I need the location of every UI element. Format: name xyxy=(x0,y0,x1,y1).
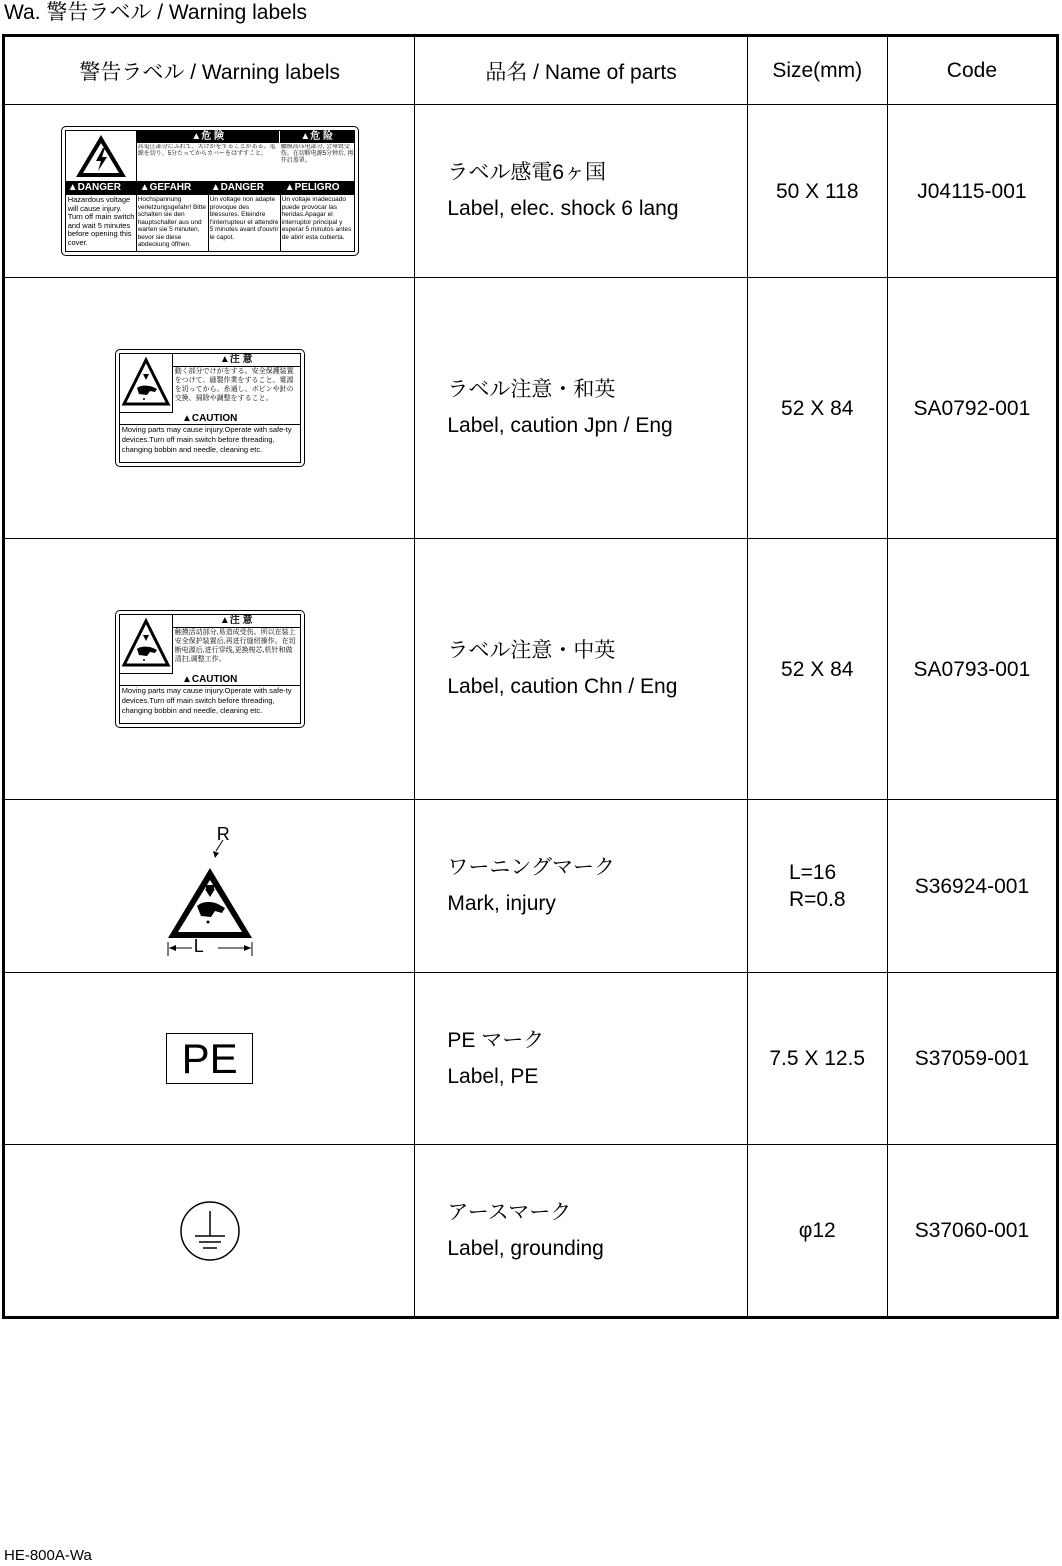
peligro-heading: ▲PELIGRO xyxy=(284,182,340,193)
page-title: Wa. 警告ラベル / Warning labels xyxy=(4,1,308,24)
caution-jp-heading: ▲注 意 xyxy=(173,354,300,367)
label-image-cell xyxy=(4,973,415,1145)
code-cell xyxy=(887,539,1057,800)
part-name-en: Label, elec. shock 6 lang xyxy=(447,197,679,220)
part-name-en: Label, PE xyxy=(447,1064,539,1088)
label-jp-heading: ▲危 険 xyxy=(137,131,279,143)
warning-labels-table xyxy=(2,34,1059,1319)
header-name-of-parts: 品名 / Name of parts xyxy=(415,36,747,105)
part-name-cell xyxy=(415,973,747,1145)
grounding-icon xyxy=(178,1199,242,1263)
table-row xyxy=(4,973,1058,1145)
code-cell xyxy=(887,800,1057,973)
part-name-cell xyxy=(415,1145,747,1318)
size-value: 50 X 118 xyxy=(775,179,859,203)
caution-en-heading: ▲CAUTION xyxy=(120,674,300,686)
label-cn-text: 触摸高压电部分, 会导致受伤。在切断电源5分钟后, 再开启盖罩。 xyxy=(280,144,354,164)
header-size: Size(mm) xyxy=(747,36,887,105)
code-cell xyxy=(887,278,1057,539)
caution-en-text: Moving parts may cause injury.Operate with safe-ty devices.Turn off main switch before threading, changing bobbin and needle, cleaning etc. xyxy=(121,686,292,715)
size-cell xyxy=(747,539,887,800)
caution-jp-text: 動く部分でけがをする。安全保護装置をつけて、縫製作業をすること。電源を切ってから、糸通し、ボビンや針の交換、掃除や調整をすること。 xyxy=(174,368,294,402)
table-row xyxy=(4,278,1058,539)
label-de-text: Hochspannung verletzungsgefahr! Bitte schalten sie den hauptschalter aus und warten sie 5 minuten, bevor sie diese abdeckung öffnen. xyxy=(137,196,206,248)
size-value: 52 X 84 xyxy=(781,396,854,420)
code-cell xyxy=(887,1145,1057,1318)
table-row xyxy=(4,1145,1058,1318)
gefahr-heading: ▲GEFAHR xyxy=(139,182,192,193)
danger-heading-en: ▲DANGER xyxy=(67,182,121,193)
table-row xyxy=(4,539,1058,800)
caution-en-heading: ▲CAUTION xyxy=(120,413,300,425)
code-value: S37060-001 xyxy=(914,1219,1030,1242)
length-label: L xyxy=(193,936,204,956)
code-cell xyxy=(887,105,1057,278)
part-name-cell xyxy=(415,105,747,278)
code-value: SA0792-001 xyxy=(913,396,1031,420)
part-name-en: Label, grounding xyxy=(447,1236,604,1260)
size-value: φ12 xyxy=(798,1219,836,1242)
label-cn-heading: ▲危 险 xyxy=(280,131,354,143)
size-cell xyxy=(747,973,887,1145)
label-image-cell xyxy=(4,1145,415,1318)
size-value-l: L=16 xyxy=(788,861,837,884)
code-value: SA0793-001 xyxy=(913,657,1031,681)
part-name-en: Mark, injury xyxy=(447,892,556,915)
caution-cn-heading: ▲注 意 xyxy=(173,615,300,628)
part-name-jp: ラベル感電6ヶ国 xyxy=(447,161,607,184)
caution-en-text: Moving parts may cause injury.Operate with safe-ty devices.Turn off main switch before threading, changing bobbin and needle, cleaning etc. xyxy=(121,425,292,454)
size-value: 7.5 X 12.5 xyxy=(769,1047,866,1070)
caution-label-jpn-eng xyxy=(115,349,305,467)
elec-shock-label xyxy=(61,126,359,256)
injury-mark xyxy=(160,816,260,956)
part-name-en: Label, caution Chn / Eng xyxy=(447,675,678,698)
table-row xyxy=(4,800,1058,973)
code-value: S36924-001 xyxy=(914,874,1030,898)
label-en-text: Hazardous voltage will cause injury. Turn off main switch and wait 5 minutes before opening this cover. xyxy=(67,196,135,247)
caution-cn-text: 触摸活动部分,易造成受伤。所以在装上安全保护装置后,再进行缝纫操作。在切断电源后,进行穿线,更换梭芯,机针和做清扫,调整工作。 xyxy=(174,629,296,663)
label-image-cell xyxy=(4,539,415,800)
part-name-jp: ラベル注意・和英 xyxy=(447,378,616,401)
part-name-cell xyxy=(415,539,747,800)
label-jp-text: 高電圧部分にふれて、大けがをすることがある。電源を切り、5分たってからカバーをはずすこと。 xyxy=(137,144,276,157)
header-warning-labels: 警告ラベル / Warning labels xyxy=(4,36,415,105)
code-cell xyxy=(887,973,1057,1145)
table-row xyxy=(4,105,1058,278)
page-footer: HE-800A-Wa xyxy=(4,1547,92,1564)
label-image-cell xyxy=(4,278,415,539)
caution-label-chn-eng xyxy=(115,610,305,728)
size-cell xyxy=(747,800,887,973)
label-fr-text: Un voltage non adapte provoque des blessures. Eteindre l'interrupteur et attendre 5 minutes avant d'ouvrir le capot. xyxy=(209,196,279,241)
size-value-r: R=0.8 xyxy=(788,888,846,911)
part-name-cell xyxy=(415,278,747,539)
size-cell xyxy=(747,1145,887,1318)
part-name-jp: アースマーク xyxy=(447,1200,572,1224)
part-name-cell xyxy=(415,800,747,973)
label-es-text: Un voltaje inadecuado puede provocar las heridas.Apagar el interruptor principal y esperar 5 minutos antes de abrir esta cubierta. xyxy=(281,196,352,241)
table-header-row xyxy=(4,36,1058,105)
radius-label: R xyxy=(216,824,230,844)
size-cell xyxy=(747,105,887,278)
part-name-jp: ワーニングマーク xyxy=(447,856,615,879)
part-name-jp: PE マーク xyxy=(447,1028,545,1052)
label-image-cell xyxy=(4,800,415,973)
high-voltage-icon xyxy=(66,131,137,181)
danger-heading-fr: ▲DANGER xyxy=(210,182,264,193)
label-image-cell xyxy=(4,105,415,278)
size-value: 52 X 84 xyxy=(781,657,854,681)
part-name-jp: ラベル注意・中英 xyxy=(447,639,616,662)
code-value: J04115-001 xyxy=(917,179,1027,203)
pe-mark: PE xyxy=(166,1033,253,1084)
hand-injury-icon xyxy=(120,354,173,413)
size-cell xyxy=(747,278,887,539)
part-name-en: Label, caution Jpn / Eng xyxy=(447,414,673,437)
code-value: S37059-001 xyxy=(914,1047,1030,1070)
header-code: Code xyxy=(887,36,1057,105)
hand-injury-icon xyxy=(120,615,173,674)
